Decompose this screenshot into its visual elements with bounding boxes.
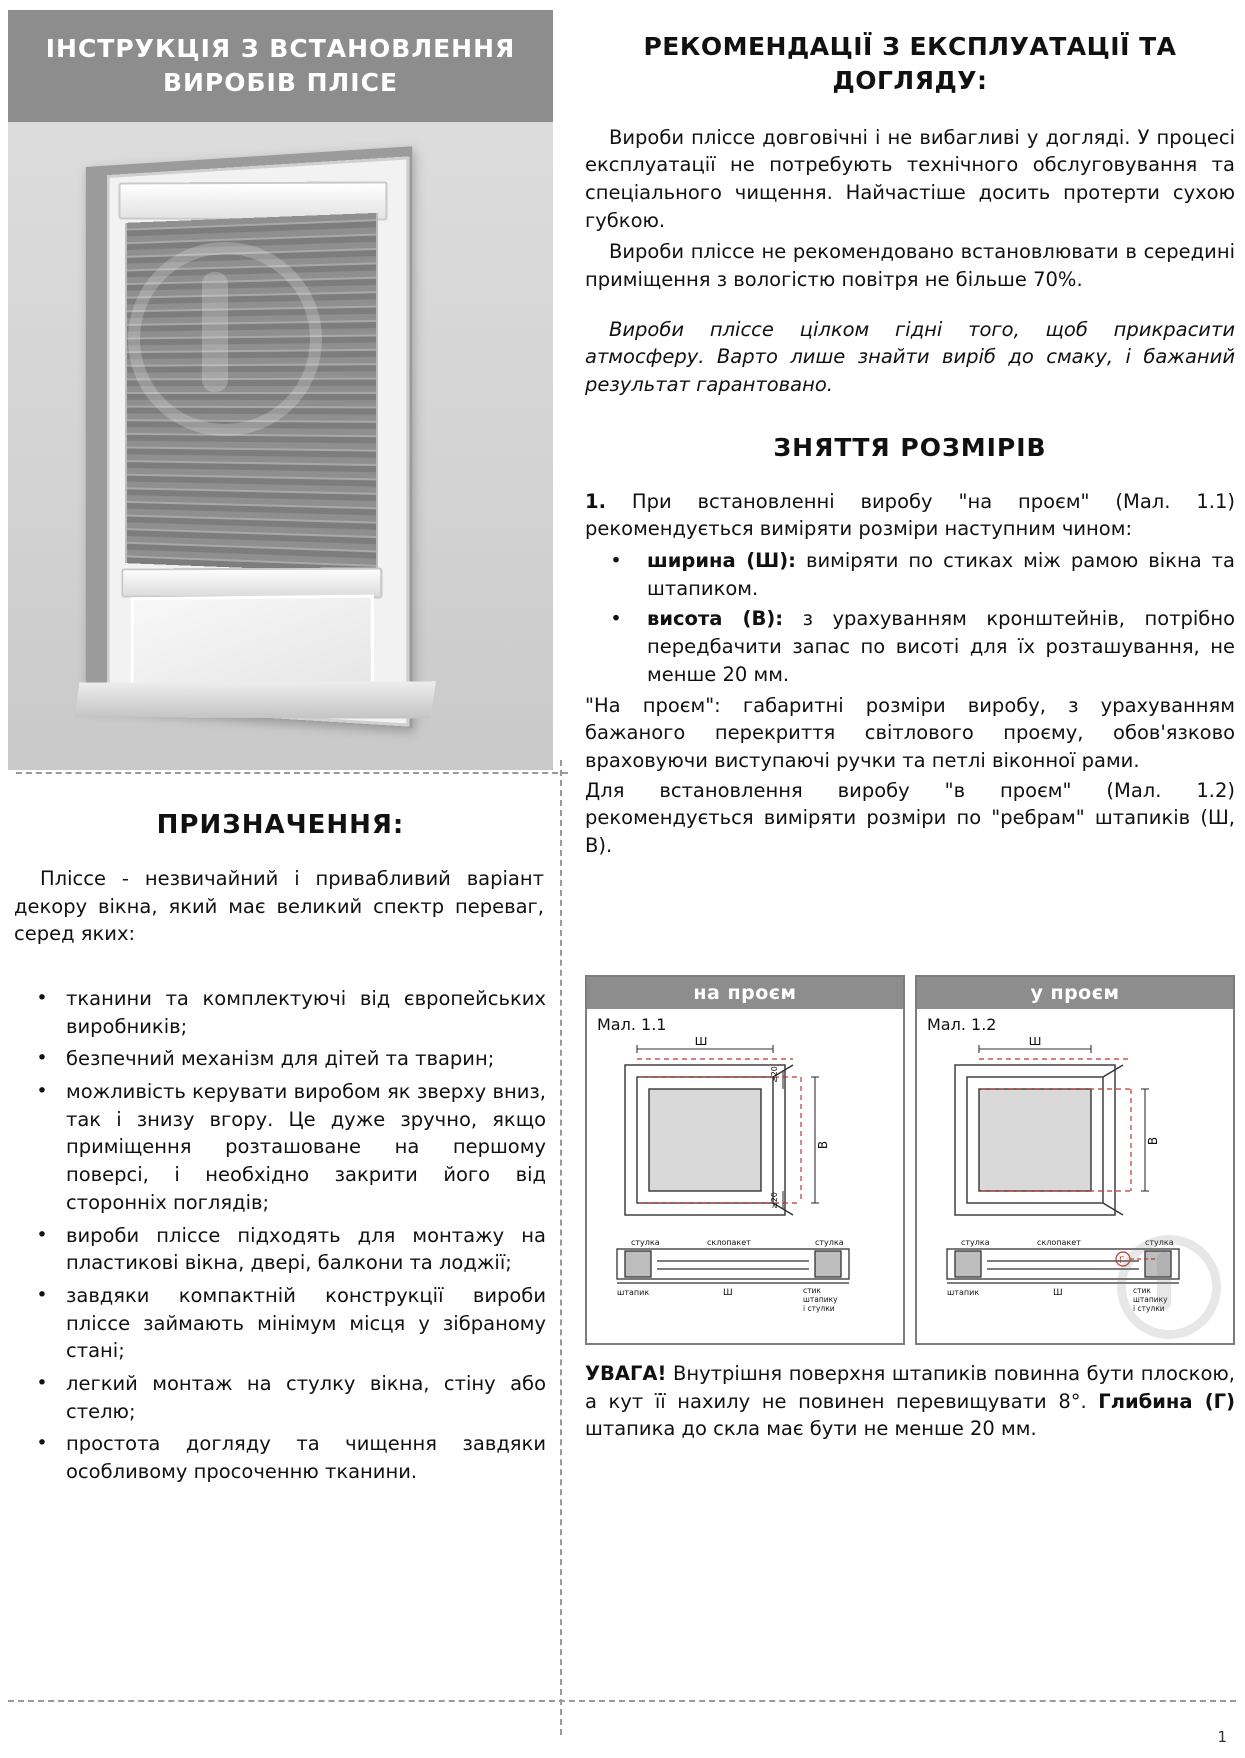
svg-text:стулка: стулка	[631, 1238, 660, 1247]
bullet-icon: •	[610, 607, 622, 631]
bullet-icon: •	[36, 1283, 48, 1306]
figure-1-label: Мал. 1.1	[597, 1015, 667, 1034]
list-item-text: тканини та комплектуючі від європейських виробників;	[66, 987, 546, 1038]
care-paragraph-2: Вироби пліссе не рекомендовано встановлювати в середині приміщення з вологістю повітря не більше 70%.	[585, 240, 1235, 291]
svg-text:стулка: стулка	[815, 1238, 844, 1247]
measurement-step-1	[585, 488, 1235, 543]
figure-1-drawing	[587, 1037, 903, 1327]
svg-text:В: В	[1146, 1136, 1160, 1146]
list-item-text: вироби пліссе підходять для монтажу на пластикові вікна, двері, балкони та лоджії;	[66, 1223, 546, 1275]
svg-text:≥20: ≥20	[770, 1066, 779, 1083]
bottom-divider	[8, 1700, 1236, 1702]
list-item-text: завдяки компактній конструкції вироби пліссе займають мінімум місця у зібраному стані;	[66, 1283, 546, 1363]
measurement-section-title: ЗНЯТТЯ РОЗМІРІВ	[773, 432, 1047, 462]
list-item	[585, 547, 1235, 602]
care-paragraph-1: Вироби пліссе довговічні і не вибагливі у догляді. У процесі експлуатації не потребують технічного обслуговування та спеціального чищення. Найчастіше досить протерти сухою губкою.	[585, 125, 1235, 232]
figure-na-proem	[585, 975, 905, 1345]
svg-text:і стулки: і стулки	[803, 1304, 835, 1313]
bullet-icon: •	[36, 1047, 48, 1070]
left-header-title: ІНСТРУКЦІЯ З ВСТАНОВЛЕННЯ ВИРОБІВ ПЛІСЕ	[45, 34, 516, 97]
measurement-paragraph-5: Для встановлення виробу "в проєм" (Мал. 1.2) рекомендується виміряти розміри по "ребрам" штапиків (Ш, В).	[585, 778, 1235, 857]
bullet-icon: •	[36, 987, 48, 1009]
bullet-icon: •	[36, 1371, 48, 1394]
care-paragraph-3: Вироби пліссе цілком гідні того, щоб прикрасити атмосферу. Варто лише знайти виріб до смаку, і бажаний результат гарантовано.	[585, 317, 1235, 396]
term-height: висота (В):	[647, 607, 784, 631]
left-header-banner	[8, 10, 553, 122]
measurement-paragraph-4: "На проєм": габаритні розміри виробу, з урахуванням бажаного перекриття світлового проєму, обов'язково враховуючи виступаючі ручки та петлі віконної рами.	[585, 693, 1235, 772]
figure-1-header: на проєм	[587, 977, 903, 1009]
photo-window-glass	[131, 595, 374, 692]
page-number: 1	[1217, 1728, 1227, 1746]
figure-2-header: у проєм	[917, 977, 1233, 1009]
list-item	[18, 1282, 546, 1365]
watermark-icon	[128, 242, 322, 436]
photo-window-sill	[75, 681, 436, 719]
svg-text:Ш: Ш	[694, 1037, 708, 1048]
warning-text-2: штапика до скла має бути не менше 20 мм.	[585, 1417, 1037, 1441]
bullet-icon: •	[36, 1223, 48, 1246]
list-item-text: легкий монтаж на стулку вікна, стіну або стелю;	[66, 1371, 546, 1423]
term-width: ширина (Ш):	[647, 549, 796, 573]
right-column	[585, 30, 1235, 860]
installation-photo	[8, 122, 553, 770]
bullet-icon: •	[36, 1080, 48, 1103]
svg-text:і стулки: і стулки	[1133, 1304, 1165, 1313]
measurement-step-number: 1.	[585, 489, 606, 513]
list-item	[18, 1222, 546, 1277]
care-section-title: РЕКОМЕНДАЦІЇ З ЕКСПЛУАТАЦІЇ ТА ДОГЛЯДУ:	[643, 32, 1177, 95]
list-item	[18, 1430, 546, 1485]
list-item-text	[647, 605, 1235, 688]
list-item-text: можливість керувати виробом як зверху вниз, так і знизу вгору. Це дуже зручно, якщо приміщення розташоване на першому поверсі, і необхідно закрити його від сторонніх поглядів;	[66, 1080, 546, 1214]
figure-2-label: Мал. 1.2	[927, 1015, 997, 1034]
svg-text:штапик: штапик	[617, 1288, 650, 1297]
measurement-bullet-list	[585, 547, 1235, 688]
svg-text:стик: стик	[1133, 1286, 1151, 1295]
list-item-text: безпечний механізм для дітей та тварин;	[66, 1047, 495, 1071]
svg-text:штапику: штапику	[803, 1295, 838, 1304]
left-column	[8, 10, 553, 1750]
list-item	[18, 1045, 546, 1073]
photo-blind-bottombar	[121, 568, 382, 599]
list-item	[18, 985, 546, 1040]
svg-text:Ш: Ш	[1028, 1037, 1042, 1048]
svg-text:штапик: штапик	[947, 1288, 980, 1297]
svg-text:Г: Г	[1119, 1256, 1125, 1266]
svg-text:В: В	[816, 1140, 830, 1150]
figures-row	[585, 975, 1235, 1345]
term-width-desc: виміряти по стиках між рамою вікна та штапиком.	[647, 549, 1235, 600]
warning-text-1: Внутрішня поверхня штапиків повинна бути плоскою, а кут її нахилу не повинен перевищувати 8°.	[585, 1362, 1235, 1413]
warning-label: УВАГА!	[585, 1362, 667, 1385]
bullet-icon: •	[610, 549, 622, 573]
watermark-icon	[1117, 1235, 1221, 1339]
warning-block	[585, 1360, 1235, 1443]
vertical-divider	[560, 760, 562, 1735]
purpose-bullet-list	[18, 985, 546, 1491]
purpose-section-title: ПРИЗНАЧЕННЯ:	[156, 810, 405, 840]
horizontal-divider	[16, 772, 568, 774]
list-item	[18, 1370, 546, 1425]
list-item-text: простота догляду та чищення завдяки особливому просоченню тканини.	[66, 1432, 546, 1483]
svg-text:Ш: Ш	[723, 1288, 733, 1298]
svg-text:стулка: стулка	[961, 1238, 990, 1247]
measurement-step-text: При встановленні виробу "на проєм" (Мал. 1.1) рекомендується виміряти розміри наступним чином:	[585, 489, 1235, 541]
list-item-text	[647, 547, 1235, 602]
list-item	[585, 605, 1235, 688]
warning-term-depth: Глибина (Г)	[1098, 1389, 1236, 1413]
bullet-icon: •	[36, 1432, 48, 1455]
svg-text:склопакет: склопакет	[707, 1238, 751, 1247]
purpose-intro-text: Пліссе - незвичайний і привабливий варіант декору вікна, який має великий спектр переваг, серед яких:	[14, 867, 544, 946]
figure-u-proem	[915, 975, 1235, 1345]
list-item	[18, 1078, 546, 1216]
svg-text:штапику: штапику	[1133, 1295, 1168, 1304]
term-height-desc: з урахуванням кронштейнів, потрібно передбачити запас по висоті для їх розташування, не менше 20 мм.	[647, 607, 1235, 686]
svg-text:склопакет: склопакет	[1037, 1238, 1081, 1247]
svg-text:≥20: ≥20	[770, 1192, 779, 1209]
svg-text:стулка: стулка	[1145, 1238, 1174, 1247]
svg-text:Ш: Ш	[1053, 1288, 1063, 1298]
svg-text:стик: стик	[803, 1286, 821, 1295]
